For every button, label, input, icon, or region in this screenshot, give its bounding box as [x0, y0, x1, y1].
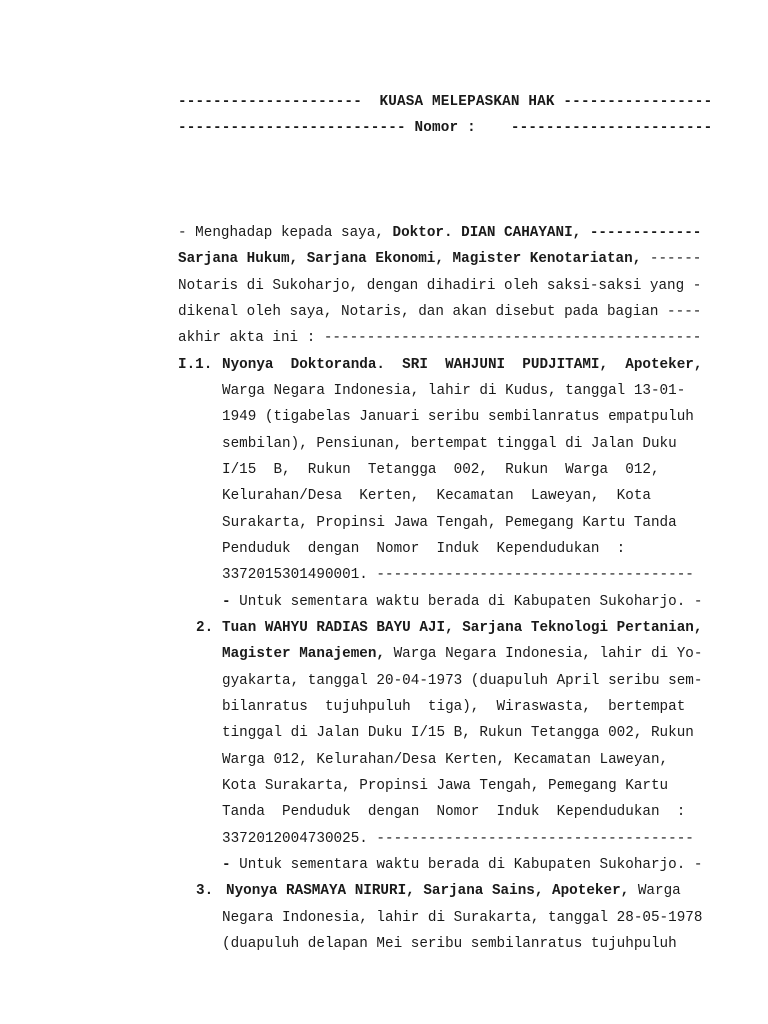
party-1-line: Warga Negara Indonesia, lahir di Kudus, tanggal 13-01-: [222, 383, 686, 399]
party-2-line: 3372012004730025. -------------------------------------: [222, 831, 694, 847]
party-3-line: (duapuluh delapan Mei seribu sembilanratus tujuhpuluh: [222, 936, 677, 952]
party-1-line: sembilan), Pensiunan, bertempat tinggal di Jalan Duku: [222, 436, 677, 452]
party-1-note: [222, 593, 702, 611]
intro-line-2: [178, 250, 701, 268]
party-1-line: I/15 B, Rukun Tetangga 002, Rukun Warga 012,: [222, 462, 660, 478]
notary-degrees: Sarjana Hukum, Sarjana Ekonomi, Magister Kenotariatan,: [178, 251, 642, 267]
intro-dashes: ------: [641, 251, 702, 267]
party-2-degree: Magister Manajemen,: [222, 646, 386, 662]
note-text: Untuk sementara waktu berada di Kabupaten Sukoharjo. -: [230, 594, 703, 610]
intro-line-1: [178, 224, 701, 242]
party-1-line: 3372015301490001. -------------------------------------: [222, 567, 694, 583]
party-3-name-bold: Nyonya RASMAYA NIRURI, Sarjana Sains, Apoteker,: [226, 883, 630, 899]
party-2-number: 2.: [196, 620, 214, 636]
party-2-line: Warga 012, Kelurahan/Desa Kerten, Kecamatan Laweyan,: [222, 752, 669, 768]
note-text: Untuk sementara waktu berada di Kabupaten Sukoharjo. -: [230, 857, 703, 873]
deed-number-line: -------------------------- Nomor : -----------------------: [178, 120, 713, 136]
party-1-name: Nyonya Doktoranda. SRI WAHJUNI PUDJITAMI, Apoteker,: [222, 357, 703, 373]
party-1-line: Surakarta, Propinsi Jawa Tengah, Pemegang Kartu Tanda: [222, 515, 677, 531]
party-2-text: Warga Negara Indonesia, lahir di Yo-: [385, 646, 703, 662]
note-dash: -: [222, 594, 231, 610]
party-3-name: [226, 882, 681, 900]
intro-line-5: akhir akta ini : --------------------------------------------: [178, 330, 702, 346]
party-2-note: [222, 856, 702, 874]
party-2-line: bilanratus tujuhpuluh tiga), Wiraswasta, bertempat: [222, 699, 686, 715]
party-2-name: Tuan WAHYU RADIAS BAYU AJI, Sarjana Teknologi Pertanian,: [222, 620, 703, 636]
intro-text: - Menghadap kepada saya,: [178, 225, 393, 241]
party-1-line: 1949 (tigabelas Januari seribu sembilanratus empatpuluh: [222, 409, 694, 425]
party-2-name-line-2: [222, 645, 702, 663]
party-2-line: Kota Surakarta, Propinsi Jawa Tengah, Pemegang Kartu: [222, 778, 669, 794]
party-3-number: 3.: [196, 883, 214, 899]
party-2-line: tinggal di Jalan Duku I/15 B, Rukun Tetangga 002, Rukun: [222, 725, 694, 741]
notary-name: Doktor. DIAN CAHAYANI, -------------: [392, 225, 702, 241]
deed-title-line: --------------------- KUASA MELEPASKAN HAK -----------------: [178, 94, 713, 110]
party-2-line: Tanda Penduduk dengan Nomor Induk Kependudukan :: [222, 804, 686, 820]
party-1-number: I.1.: [178, 357, 213, 373]
party-1-line: Kelurahan/Desa Kerten, Kecamatan Laweyan, Kota: [222, 488, 651, 504]
intro-line-3: Notaris di Sukoharjo, dengan dihadiri oleh saksi-saksi yang -: [178, 278, 702, 294]
party-3-line: Negara Indonesia, lahir di Surakarta, tanggal 28-05-1978: [222, 910, 703, 926]
party-3-text: Warga: [629, 883, 681, 899]
note-dash: -: [222, 857, 231, 873]
intro-line-4: dikenal oleh saya, Notaris, dan akan disebut pada bagian ----: [178, 304, 702, 320]
party-1-line: Penduduk dengan Nomor Induk Kependudukan :: [222, 541, 626, 557]
party-2-line: gyakarta, tanggal 20-04-1973 (duapuluh April seribu sem-: [222, 673, 703, 689]
